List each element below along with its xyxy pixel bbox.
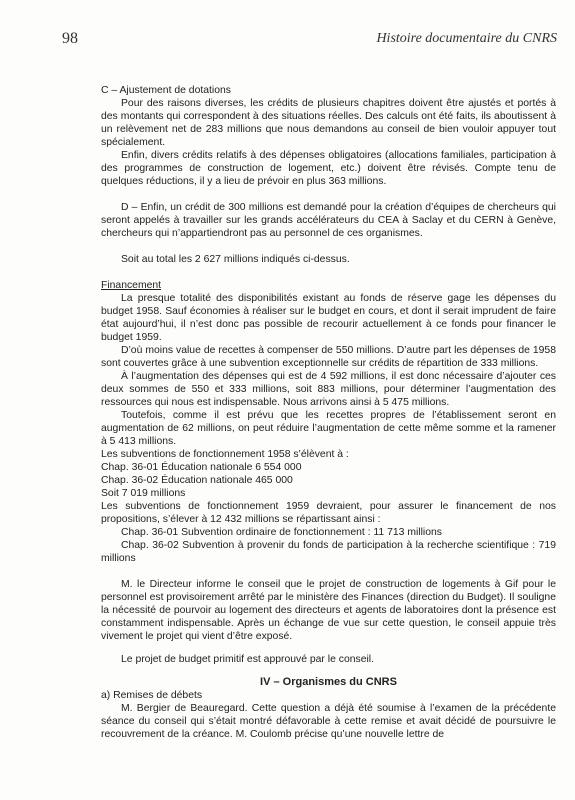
subventions-1958-line: Chap. 36-01 Éducation nationale 6 554 000 bbox=[101, 462, 302, 473]
subventions-1959-line: Chap. 36-01 Subvention ordinaire de fonctionnement : 11 713 millions bbox=[121, 527, 442, 538]
spacer bbox=[101, 240, 556, 253]
financement-heading bbox=[101, 279, 556, 292]
section-c-heading: C – Ajustement de dotations bbox=[101, 85, 231, 96]
paragraph: La presque totalité des disponibilités existant au fonds de réserve gage les dépenses du budget 1958. Sauf économies à réaliser sur le budget en cours, et dont il serait imprudent de faire état aujourd’hui, il n’est donc pas possible de recourir actuellement à ce fonds pour financer le budget 1959. bbox=[101, 293, 556, 343]
paragraph: D’où moins value de recettes à compenser de 550 millions. D’autre part les dépenses de 1958 sont couvertes grâce à une subvention exceptionnelle sur crédits de répartition de 333 millions. bbox=[101, 345, 556, 369]
spacer bbox=[101, 188, 556, 201]
section-iv-subheading: a) Remises de débets bbox=[101, 690, 203, 701]
subventions-1958-line: Chap. 36-02 Éducation nationale 465 000 bbox=[101, 475, 293, 486]
paragraph: Enfin, divers crédits relatifs à des dépenses obligatoires (allocations familiales, participation à des programmes de construction de logement, etc.) doivent être révisés. Compte tenu de quelques réductions, il y a lieu de prévoir en plus 363 millions. bbox=[101, 150, 556, 187]
body-text bbox=[101, 84, 556, 741]
spacer bbox=[101, 266, 556, 279]
subventions-1959-line: Chap. 36-02 Subvention à provenir du fonds de participation à la recherche scientifique : 719 millions bbox=[101, 540, 556, 564]
spacer bbox=[101, 643, 556, 653]
subventions-1958-total: Soit 7 019 millions bbox=[101, 488, 186, 499]
spacer bbox=[101, 565, 556, 578]
page-number: 98 bbox=[62, 30, 78, 47]
directeur-paragraph: M. le Directeur informe le conseil que le projet de construction de logements à Gif pour le personnel est provisoirement arrêté par le ministère des Finances (direction du Budget). Il souligne la nécessité de pourvoir au logement des directeurs et agents de laboratoires dont la présence est constamment indispensable. Après un échange de vue sur cette question, le conseil appuie très vivement le projet qui vient d’être exposé. bbox=[101, 579, 556, 642]
subventions-1958-intro: Les subventions de fonctionnement 1958 s’élèvent à : bbox=[101, 449, 349, 460]
section-d-paragraph: D – Enfin, un crédit de 300 millions est demandé pour la création d’équipes de chercheurs qui seront appelés à travailler sur les grands accélérateurs du CEA à Saclay et du CERN à Genève, chercheurs qui n’appartiendront pas au personnel de ces organismes. bbox=[101, 202, 556, 239]
spacer bbox=[101, 666, 556, 676]
approval-line: Le projet de budget primitif est approuvé par le conseil. bbox=[121, 654, 374, 665]
paragraph: Pour des raisons diverses, les crédits de plusieurs chapitres doivent être ajustés et portés à des montants qui correspondent à des situations réelles. Des calculs ont été faits, ils aboutissent à un relèvement net de 283 millions que nous demandons au conseil de bien vouloir appuyer tout spécialement. bbox=[101, 98, 556, 148]
paragraph: Toutefois, comme il est prévu que les recettes propres de l’établissement seront en augmentation de 62 millions, on peut réduire l’augmentation de cette même somme et la ramener à 5 413 millions. bbox=[101, 410, 556, 447]
total-line: Soit au total les 2 627 millions indiqués ci-dessus. bbox=[121, 254, 350, 265]
book-title: Histoire documentaire du CNRS bbox=[376, 31, 557, 46]
section-iv-heading: IV – Organismes du CNRS bbox=[260, 676, 397, 688]
running-header bbox=[62, 30, 557, 50]
financement-heading-text: Financement bbox=[101, 280, 162, 291]
subventions-1959-intro: Les subventions de fonctionnement 1959 devraient, pour assurer le financement de nos propositions, s’élever à 12 432 millions se répartissant ainsi : bbox=[101, 501, 556, 525]
paragraph: M. Bergier de Beauregard. Cette question a déjà été soumise à l’examen de la précédente séance du conseil qui s’était montré défavorable à cette remise et avait décidé de poursuivre le recouvrement de la créance. M. Coulomb précise qu’une nouvelle lettre de bbox=[101, 703, 556, 740]
paragraph: À l’augmentation des dépenses qui est de 4 592 millions, il est donc nécessaire d’ajouter ces deux sommes de 550 et 333 millions, soit 883 millions, pour déterminer l’augmentation des ressources qui nous est indispensable. Nous arrivons ainsi à 5 475 millions. bbox=[101, 371, 556, 408]
